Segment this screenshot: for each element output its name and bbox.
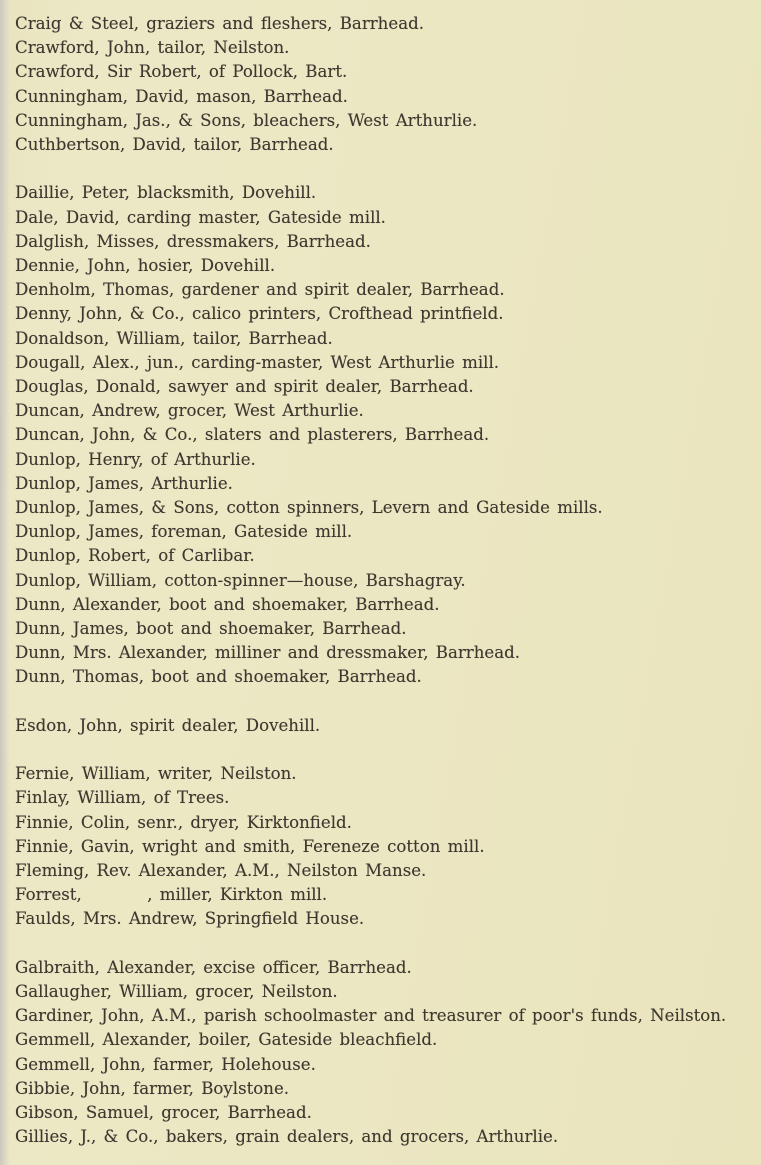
- directory-entry: Douglas, Donald, sawyer and spirit dealer, Barrhead.: [15, 377, 474, 397]
- directory-entry: Dunlop, James, foreman, Gateside mill.: [15, 522, 353, 542]
- directory-entry: Dunn, Alexander, boot and shoemaker, Barrhead.: [15, 594, 440, 614]
- directory-entry: Forrest, , miller, Kirkton mill.: [15, 885, 328, 905]
- directory-entry: Gemmell, Alexander, boiler, Gateside bleachfield.: [15, 1030, 438, 1050]
- directory-entry: Esdon, John, spirit dealer, Dovehill.: [15, 715, 321, 735]
- directory-group: [15, 12, 761, 157]
- directory-entry: Fleming, Rev. Alexander, A.M., Neilston Manse.: [15, 861, 427, 881]
- directory-group: [15, 956, 761, 1150]
- directory-entry: Crawford, Sir Robert, of Pollock, Bart.: [15, 62, 348, 82]
- directory-entry: Dennie, John, hosier, Dovehill.: [15, 256, 276, 276]
- directory-entry: Dunn, Mrs. Alexander, milliner and dressmaker, Barrhead.: [15, 643, 521, 663]
- directory-entry: Faulds, Mrs. Andrew, Springfield House.: [15, 909, 365, 929]
- directory-entry: Finnie, Colin, senr., dryer, Kirktonfield.: [15, 812, 352, 832]
- directory-entry: Dunn, Thomas, boot and shoemaker, Barrhead.: [15, 667, 422, 687]
- directory-group: [15, 714, 761, 738]
- directory-entry: Denholm, Thomas, gardener and spirit dealer, Barrhead.: [15, 280, 505, 300]
- directory-entry: Galbraith, Alexander, excise officer, Barrhead.: [15, 957, 412, 977]
- directory-entry: Finnie, Gavin, wright and smith, Fereneze cotton mill.: [15, 836, 485, 856]
- directory-entry: Gardiner, John, A.M., parish schoolmaster and treasurer of poor's funds, Neilston.: [15, 1006, 727, 1026]
- directory-entry: Duncan, John, & Co., slaters and plasterers, Barrhead.: [15, 425, 490, 445]
- directory-entry: Duncan, Andrew, grocer, West Arthurlie.: [15, 401, 364, 421]
- directory-entry: Finlay, William, of Trees.: [15, 788, 230, 808]
- directory-group: [15, 181, 761, 689]
- directory-entry: Dougall, Alex., jun., carding-master, West Arthurlie mill.: [15, 352, 500, 372]
- directory-entry: Gallaugher, William, grocer, Neilston.: [15, 982, 338, 1002]
- directory-entry: Dunlop, James, Arthurlie.: [15, 473, 233, 493]
- directory-entry: Crawford, John, tailor, Neilston.: [15, 38, 290, 58]
- directory-entry: Dunlop, Henry, of Arthurlie.: [15, 449, 256, 469]
- directory-entry: Daillie, Peter, blacksmith, Dovehill.: [15, 183, 317, 203]
- directory-entry: Fernie, William, writer, Neilston.: [15, 764, 297, 784]
- directory-entry: Gillies, J., & Co., bakers, grain dealers, and grocers, Arthurlie.: [15, 1127, 559, 1147]
- directory-entry: Denny, John, & Co., calico printers, Crofthead printfield.: [15, 304, 504, 324]
- directory-entry: Dalglish, Misses, dressmakers, Barrhead.: [15, 231, 371, 251]
- directory-entry: Dunlop, Robert, of Carlibar.: [15, 546, 255, 566]
- directory-entry: Dunlop, William, cotton-spinner—house, Barshagray.: [15, 570, 466, 590]
- directory-entry: Dale, David, carding master, Gateside mill.: [15, 207, 386, 227]
- directory-entry: Cunningham, Jas., & Sons, bleachers, West Arthurlie.: [15, 110, 478, 130]
- directory-entry: Donaldson, William, tailor, Barrhead.: [15, 328, 333, 348]
- directory-entry: Cuthbertson, David, tailor, Barrhead.: [15, 135, 334, 155]
- directory-entry: Dunn, James, boot and shoemaker, Barrhead.: [15, 619, 407, 639]
- directory-entry: Gibbie, John, farmer, Boylstone.: [15, 1078, 290, 1098]
- directory-entry: Gemmell, John, farmer, Holehouse.: [15, 1054, 316, 1074]
- directory-entry: Dunlop, James, & Sons, cotton spinners, Levern and Gateside mills.: [15, 498, 603, 518]
- directory-group: [15, 762, 761, 931]
- directory-entry: Cunningham, David, mason, Barrhead.: [15, 86, 348, 106]
- directory-entry: Gibson, Samuel, grocer, Barrhead.: [15, 1103, 312, 1123]
- directory-entry: Craig & Steel, graziers and fleshers, Barrhead.: [15, 14, 424, 33]
